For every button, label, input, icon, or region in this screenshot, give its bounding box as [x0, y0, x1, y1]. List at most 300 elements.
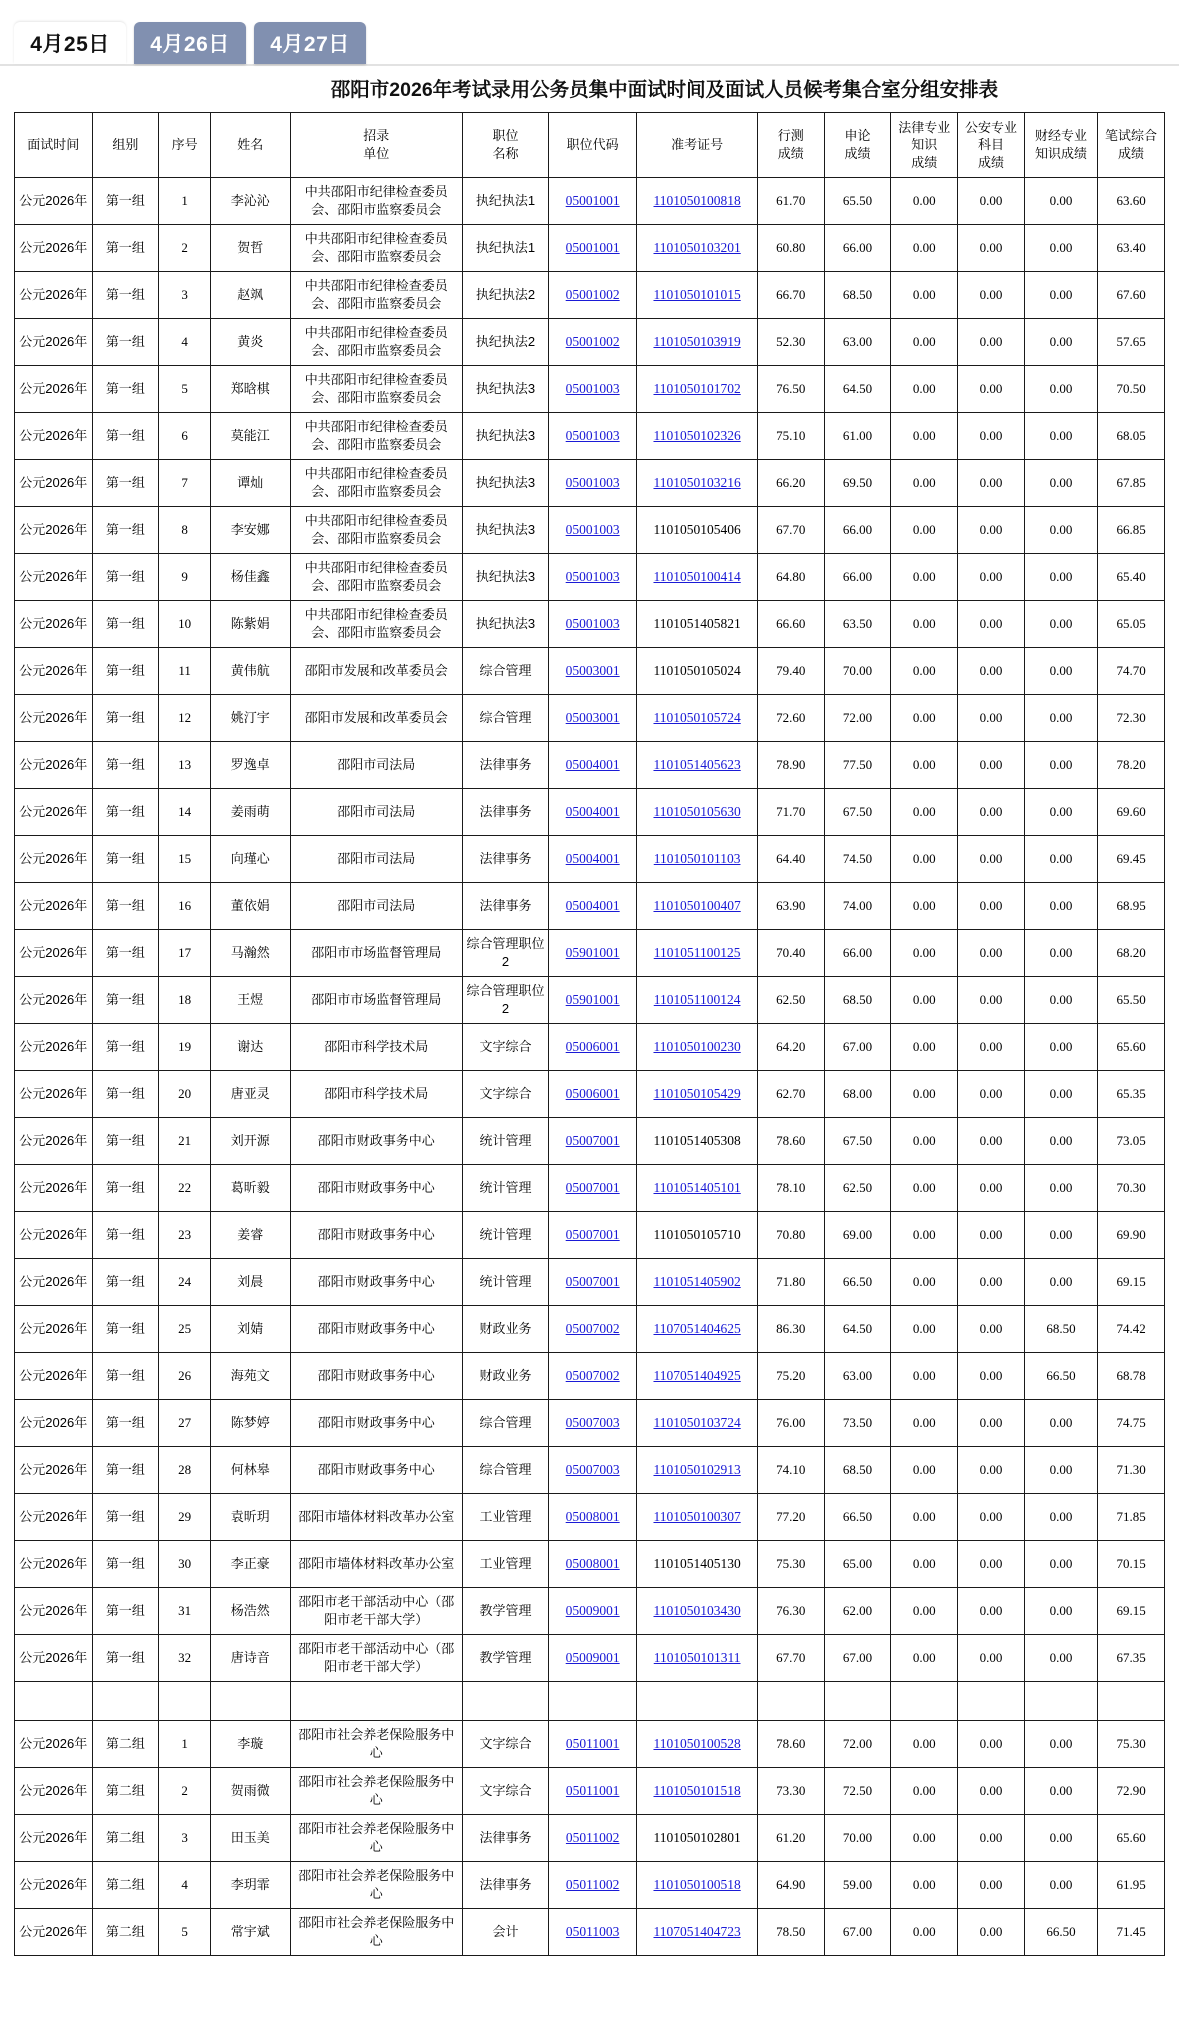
poscode-link[interactable]: 05001001	[565, 192, 620, 208]
poscode-link[interactable]: 05011003	[565, 1923, 620, 1939]
cell-total: 65.60	[1098, 1815, 1165, 1862]
cell-name: 姚汀宇	[210, 695, 290, 742]
cell-poscode[interactable]	[549, 1306, 637, 1353]
cell-ticket[interactable]	[637, 789, 758, 836]
cell-poscode[interactable]	[549, 695, 637, 742]
cell-law: 0.00	[891, 1071, 958, 1118]
cell-ticket[interactable]	[637, 460, 758, 507]
cell-poscode[interactable]	[549, 1815, 637, 1862]
col-header-unit-line1: 招录	[363, 128, 390, 144]
cell-time: 公元2026年	[15, 554, 93, 601]
cell-poscode[interactable]	[549, 1768, 637, 1815]
cell-name: 陈紫娟	[210, 601, 290, 648]
cell-time: 公元2026年	[15, 1909, 93, 1956]
cell-fin: 0.00	[1024, 1768, 1097, 1815]
cell-name: 谢达	[210, 1024, 290, 1071]
cell-law: 0.00	[891, 1306, 958, 1353]
cell-sl: 69.00	[824, 1212, 891, 1259]
cell-law: 0.00	[891, 1447, 958, 1494]
ticket-link[interactable]: 1101050100230	[653, 1038, 741, 1054]
cell-seq: 17	[159, 930, 211, 977]
ticket-link[interactable]: 1101050100528	[653, 1735, 741, 1751]
cell-pub: 0.00	[958, 742, 1025, 789]
cell-poscode[interactable]	[549, 1541, 637, 1588]
col-header-ticket	[637, 113, 758, 178]
poscode-link[interactable]: 05004001	[565, 756, 620, 772]
col-header-law-line3: 成绩	[911, 154, 938, 170]
cell-law: 0.00	[891, 225, 958, 272]
poscode-link[interactable]: 05001003	[565, 427, 620, 443]
poscode-link[interactable]: 05001002	[565, 286, 620, 302]
cell-name: 赵飒	[210, 272, 290, 319]
cell-law: 0.00	[891, 977, 958, 1024]
ticket-link[interactable]: 1101050101702	[653, 380, 741, 396]
cell-seq: 22	[159, 1165, 211, 1212]
cell-unit: 邵阳市社会养老保险服务中心	[290, 1768, 462, 1815]
cell-time: 公元2026年	[15, 1071, 93, 1118]
cell-ticket[interactable]	[637, 1909, 758, 1956]
cell-poscode[interactable]	[549, 930, 637, 977]
ticket-link[interactable]: 1101050100407	[653, 897, 741, 913]
poscode-link[interactable]: 05001003	[565, 380, 620, 396]
cell-fin: 0.00	[1024, 1721, 1097, 1768]
poscode-link[interactable]: 05011002	[565, 1829, 620, 1845]
poscode-link[interactable]: 05001003	[565, 568, 620, 584]
table-row	[15, 1165, 1165, 1212]
cell-time: 公元2026年	[15, 1815, 93, 1862]
cell-poscode[interactable]	[549, 1259, 637, 1306]
col-header-total-line2: 成绩	[1118, 146, 1145, 161]
cell-xc: 78.60	[757, 1721, 824, 1768]
cell-poscode[interactable]	[549, 1494, 637, 1541]
ticket-link[interactable]: 1101050101103	[653, 850, 741, 866]
cell-poscode[interactable]	[549, 648, 637, 695]
cell-sl: 65.00	[824, 1541, 891, 1588]
ticket-link[interactable]: 1107051404925	[653, 1367, 741, 1383]
poscode-link[interactable]: 05008001	[565, 1555, 620, 1571]
cell-poscode[interactable]	[549, 601, 637, 648]
cell-ticket[interactable]	[637, 930, 758, 977]
cell-fin: 0.00	[1024, 1259, 1097, 1306]
cell-fin: 0.00	[1024, 1400, 1097, 1447]
cell-xc: 75.10	[757, 413, 824, 460]
col-header-position-line2: 名称	[492, 146, 519, 161]
cell-pub: 0.00	[958, 930, 1025, 977]
cell-pub: 0.00	[958, 507, 1025, 554]
tab-date-0[interactable]	[14, 22, 126, 64]
ticket-link[interactable]: 1101050100307	[653, 1508, 741, 1524]
cell-time: 公元2026年	[15, 1306, 93, 1353]
cell-ticket[interactable]	[637, 1024, 758, 1071]
cell-ticket[interactable]	[637, 1400, 758, 1447]
cell-poscode[interactable]	[549, 178, 637, 225]
cell-ticket[interactable]	[637, 1862, 758, 1909]
cell-fin: 0.00	[1024, 1494, 1097, 1541]
table-row	[15, 1024, 1165, 1071]
poscode-link[interactable]: 05007001	[565, 1226, 620, 1242]
cell-ticket[interactable]	[637, 1768, 758, 1815]
table-row	[15, 883, 1165, 930]
interview-schedule-table	[14, 112, 1165, 1956]
cell-ticket[interactable]	[637, 1259, 758, 1306]
cell-poscode[interactable]	[549, 1118, 637, 1165]
table-row	[15, 977, 1165, 1024]
cell-ticket[interactable]	[637, 1447, 758, 1494]
cell-poscode[interactable]	[549, 977, 637, 1024]
poscode-link[interactable]: 05009001	[565, 1602, 620, 1618]
cell-group: 第一组	[92, 789, 159, 836]
poscode-link[interactable]: 05011002	[565, 1876, 620, 1892]
cell-sl: 63.00	[824, 1353, 891, 1400]
cell-name: 刘晨	[210, 1259, 290, 1306]
cell-name: 李玥霏	[210, 1862, 290, 1909]
cell-group: 第一组	[92, 554, 159, 601]
ticket-link[interactable]: 1101050100414	[653, 568, 741, 584]
cell-xc: 78.90	[757, 742, 824, 789]
cell-ticket[interactable]	[637, 366, 758, 413]
cell-name: 郑晗棋	[210, 366, 290, 413]
table-row	[15, 695, 1165, 742]
poscode-link[interactable]: 05008001	[565, 1508, 620, 1524]
cell-ticket[interactable]	[637, 883, 758, 930]
ticket-text: 1101051405130	[653, 1555, 741, 1571]
ticket-link[interactable]: 1101051100124	[653, 991, 741, 1007]
cell-time: 公元2026年	[15, 883, 93, 930]
poscode-link[interactable]: 05009001	[565, 1649, 620, 1665]
cell-total: 68.78	[1098, 1353, 1165, 1400]
cell-pos: 法律事务	[462, 883, 548, 930]
cell-sl: 64.50	[824, 1306, 891, 1353]
poscode-link[interactable]: 05901001	[565, 944, 620, 960]
cell-xc: 61.70	[757, 178, 824, 225]
cell-unit: 邵阳市墙体材料改革办公室	[290, 1541, 462, 1588]
cell-fin: 0.00	[1024, 319, 1097, 366]
cell-sl: 66.50	[824, 1259, 891, 1306]
cell-law: 0.00	[891, 413, 958, 460]
cell-unit: 邵阳市司法局	[290, 836, 462, 883]
cell-total: 69.15	[1098, 1259, 1165, 1306]
cell-pub: 0.00	[958, 366, 1025, 413]
cell-group: 第一组	[92, 1024, 159, 1071]
col-header-poscode	[549, 113, 637, 178]
cell-ticket[interactable]	[637, 1635, 758, 1682]
ticket-link[interactable]: 1101050101311	[653, 1649, 741, 1665]
poscode-link[interactable]: 05003001	[565, 662, 620, 678]
cell-pub: 0.00	[958, 1353, 1025, 1400]
ticket-link[interactable]: 1101050102326	[653, 427, 741, 443]
ticket-link[interactable]: 1101050105630	[653, 803, 741, 819]
col-header-public-security	[958, 113, 1025, 178]
cell-unit: 邵阳市科学技术局	[290, 1071, 462, 1118]
cell-pos: 工业管理	[462, 1494, 548, 1541]
cell-poscode[interactable]	[549, 225, 637, 272]
cell-ticket[interactable]	[637, 742, 758, 789]
cell-ticket	[637, 648, 758, 695]
cell-total: 69.15	[1098, 1588, 1165, 1635]
ticket-link[interactable]: 1101051405902	[653, 1273, 741, 1289]
table-row	[15, 319, 1165, 366]
cell-law: 0.00	[891, 1588, 958, 1635]
cell-pub: 0.00	[958, 1212, 1025, 1259]
cell-law: 0.00	[891, 1862, 958, 1909]
cell-poscode[interactable]	[549, 413, 637, 460]
cell-pub: 0.00	[958, 836, 1025, 883]
ticket-link[interactable]: 1101050103724	[653, 1414, 741, 1430]
cell-group: 第一组	[92, 178, 159, 225]
ticket-link[interactable]: 1101051100125	[653, 944, 741, 960]
cell-poscode[interactable]	[549, 1588, 637, 1635]
cell-poscode[interactable]	[549, 460, 637, 507]
poscode-link[interactable]: 05001003	[565, 474, 620, 490]
cell-fin: 0.00	[1024, 460, 1097, 507]
poscode-link[interactable]: 05001002	[565, 333, 620, 349]
ticket-text: 1101050105406	[653, 521, 741, 537]
cell-pub: 0.00	[958, 601, 1025, 648]
cell-seq: 8	[159, 507, 211, 554]
cell-unit: 邵阳市财政事务中心	[290, 1212, 462, 1259]
poscode-link[interactable]: 05007003	[565, 1461, 620, 1477]
cell-fin: 0.00	[1024, 930, 1097, 977]
col-header-public-security-line2: 科目	[978, 137, 1005, 153]
ticket-link[interactable]: 1101050102913	[653, 1461, 741, 1477]
cell-ticket[interactable]	[637, 225, 758, 272]
cell-time: 公元2026年	[15, 648, 93, 695]
cell-xc: 78.60	[757, 1118, 824, 1165]
poscode-link[interactable]: 05901001	[565, 991, 620, 1007]
table-row	[15, 789, 1165, 836]
cell-sl: 68.00	[824, 1071, 891, 1118]
cell-unit: 邵阳市司法局	[290, 883, 462, 930]
cell-pos: 统计管理	[462, 1212, 548, 1259]
tab-date-2[interactable]	[254, 22, 366, 64]
cell-poscode[interactable]	[549, 1447, 637, 1494]
cell-poscode[interactable]	[549, 554, 637, 601]
title-area	[0, 66, 1179, 112]
cell-xc: 64.20	[757, 1024, 824, 1071]
cell-fin: 0.00	[1024, 1165, 1097, 1212]
cell-ticket[interactable]	[637, 413, 758, 460]
table-row	[15, 1635, 1165, 1682]
cell-xc: 66.60	[757, 601, 824, 648]
spacer-cell	[824, 1682, 891, 1721]
cell-time: 公元2026年	[15, 460, 93, 507]
cell-pos: 综合管理	[462, 1400, 548, 1447]
cell-xc: 66.20	[757, 460, 824, 507]
cell-group: 第一组	[92, 977, 159, 1024]
table-row	[15, 1768, 1165, 1815]
cell-ticket[interactable]	[637, 1353, 758, 1400]
cell-unit: 中共邵阳市纪律检查委员会、邵阳市监察委员会	[290, 319, 462, 366]
cell-law: 0.00	[891, 836, 958, 883]
cell-xc: 73.30	[757, 1768, 824, 1815]
cell-unit: 邵阳市社会养老保险服务中心	[290, 1721, 462, 1768]
col-header-total	[1098, 113, 1165, 178]
cell-poscode[interactable]	[549, 1024, 637, 1071]
poscode-link[interactable]: 05007002	[565, 1320, 620, 1336]
cell-pub: 0.00	[958, 1024, 1025, 1071]
ticket-link[interactable]: 1101050105724	[653, 709, 741, 725]
poscode-link[interactable]: 05011001	[565, 1735, 620, 1751]
table-row	[15, 1118, 1165, 1165]
ticket-link[interactable]: 1101050101518	[653, 1782, 741, 1798]
ticket-link[interactable]: 1101050103216	[653, 474, 741, 490]
cell-total: 71.45	[1098, 1909, 1165, 1956]
cell-poscode[interactable]	[549, 1165, 637, 1212]
cell-law: 0.00	[891, 178, 958, 225]
poscode-link[interactable]: 05007001	[565, 1273, 620, 1289]
poscode-link[interactable]: 05011001	[565, 1782, 620, 1798]
ticket-link[interactable]: 1101050105429	[653, 1085, 741, 1101]
cell-seq: 10	[159, 601, 211, 648]
ticket-link[interactable]: 1101051405101	[653, 1179, 741, 1195]
cell-pos: 执纪执法3	[462, 413, 548, 460]
cell-ticket[interactable]	[637, 319, 758, 366]
cell-poscode[interactable]	[549, 366, 637, 413]
poscode-link[interactable]: 05004001	[565, 803, 620, 819]
spacer-cell	[159, 1682, 211, 1721]
ticket-text: 1101051405308	[653, 1132, 741, 1148]
cell-ticket[interactable]	[637, 695, 758, 742]
cell-pub: 0.00	[958, 1909, 1025, 1956]
poscode-link[interactable]: 05007001	[565, 1132, 620, 1148]
cell-ticket[interactable]	[637, 836, 758, 883]
ticket-link[interactable]: 1101050100818	[653, 192, 741, 208]
cell-poscode[interactable]	[549, 883, 637, 930]
cell-sl: 72.00	[824, 695, 891, 742]
cell-poscode[interactable]	[549, 789, 637, 836]
col-header-total-line1: 笔试综合	[1105, 128, 1158, 144]
cell-seq: 1	[159, 178, 211, 225]
cell-pub: 0.00	[958, 1165, 1025, 1212]
cell-pub: 0.00	[958, 1447, 1025, 1494]
col-header-name	[210, 113, 290, 178]
ticket-link[interactable]: 1107051404723	[653, 1923, 741, 1939]
cell-total: 61.95	[1098, 1862, 1165, 1909]
cell-xc: 74.10	[757, 1447, 824, 1494]
cell-time: 公元2026年	[15, 601, 93, 648]
cell-fin: 68.50	[1024, 1306, 1097, 1353]
cell-poscode[interactable]	[549, 1862, 637, 1909]
ticket-link[interactable]: 1101050103919	[653, 333, 741, 349]
cell-seq: 13	[159, 742, 211, 789]
poscode-link[interactable]: 05006001	[565, 1038, 620, 1054]
poscode-link[interactable]: 05006001	[565, 1085, 620, 1101]
cell-xc: 61.20	[757, 1815, 824, 1862]
cell-time: 公元2026年	[15, 225, 93, 272]
cell-total: 65.40	[1098, 554, 1165, 601]
cell-xc: 75.20	[757, 1353, 824, 1400]
cell-ticket[interactable]	[637, 1721, 758, 1768]
cell-ticket[interactable]	[637, 554, 758, 601]
cell-group: 第一组	[92, 742, 159, 789]
poscode-link[interactable]: 05004001	[565, 850, 620, 866]
cell-ticket[interactable]	[637, 1494, 758, 1541]
cell-pos: 综合管理职位2	[462, 930, 548, 977]
poscode-link[interactable]: 05007001	[565, 1179, 620, 1195]
tab-date-1[interactable]	[134, 22, 246, 64]
cell-ticket[interactable]	[637, 272, 758, 319]
cell-group: 第一组	[92, 1071, 159, 1118]
poscode-link[interactable]: 05004001	[565, 897, 620, 913]
cell-total: 65.35	[1098, 1071, 1165, 1118]
cell-pos: 执纪执法3	[462, 460, 548, 507]
cell-name: 袁昕玥	[210, 1494, 290, 1541]
cell-seq: 27	[159, 1400, 211, 1447]
cell-seq: 4	[159, 1862, 211, 1909]
cell-xc: 64.80	[757, 554, 824, 601]
cell-fin: 0.00	[1024, 977, 1097, 1024]
cell-group: 第一组	[92, 1447, 159, 1494]
cell-poscode[interactable]	[549, 272, 637, 319]
cell-ticket[interactable]	[637, 178, 758, 225]
ticket-link[interactable]: 1101050103430	[653, 1602, 741, 1618]
cell-poscode[interactable]	[549, 1909, 637, 1956]
cell-ticket[interactable]	[637, 1588, 758, 1635]
poscode-link[interactable]: 05003001	[565, 709, 620, 725]
poscode-link[interactable]: 05007002	[565, 1367, 620, 1383]
cell-time: 公元2026年	[15, 1259, 93, 1306]
poscode-link[interactable]: 05007003	[565, 1414, 620, 1430]
page-title: 邵阳市2026年考试录用公务员集中面试时间及面试人员候考集合室分组安排表	[330, 79, 999, 101]
cell-poscode[interactable]	[549, 1212, 637, 1259]
table-row	[15, 1212, 1165, 1259]
cell-ticket[interactable]	[637, 1165, 758, 1212]
cell-xc: 70.40	[757, 930, 824, 977]
cell-poscode[interactable]	[549, 319, 637, 366]
cell-group: 第一组	[92, 930, 159, 977]
cell-fin: 66.50	[1024, 1909, 1097, 1956]
poscode-link[interactable]: 05001003	[565, 521, 620, 537]
ticket-link[interactable]: 1101050100518	[653, 1876, 741, 1892]
cell-law: 0.00	[891, 1212, 958, 1259]
cell-poscode[interactable]	[549, 1353, 637, 1400]
cell-poscode[interactable]	[549, 742, 637, 789]
cell-poscode[interactable]	[549, 1635, 637, 1682]
cell-poscode[interactable]	[549, 1400, 637, 1447]
cell-name: 贺哲	[210, 225, 290, 272]
cell-ticket[interactable]	[637, 1306, 758, 1353]
cell-total: 74.75	[1098, 1400, 1165, 1447]
poscode-link[interactable]: 05001003	[565, 615, 620, 631]
col-header-shenlun	[824, 113, 891, 178]
tab-label: 4月25日	[30, 33, 110, 56]
cell-name: 黄伟航	[210, 648, 290, 695]
cell-total: 65.50	[1098, 977, 1165, 1024]
cell-law: 0.00	[891, 930, 958, 977]
cell-time: 公元2026年	[15, 1494, 93, 1541]
cell-time: 公元2026年	[15, 1635, 93, 1682]
cell-ticket[interactable]	[637, 977, 758, 1024]
cell-poscode[interactable]	[549, 836, 637, 883]
cell-name: 唐诗音	[210, 1635, 290, 1682]
table-container	[0, 112, 1179, 1970]
cell-poscode[interactable]	[549, 1071, 637, 1118]
cell-pos: 财政业务	[462, 1353, 548, 1400]
cell-poscode[interactable]	[549, 507, 637, 554]
ticket-link[interactable]: 1101051405623	[653, 756, 741, 772]
ticket-link[interactable]: 1101050103201	[653, 239, 741, 255]
spacer-cell	[1098, 1682, 1165, 1721]
cell-pos: 统计管理	[462, 1259, 548, 1306]
cell-unit: 邵阳市社会养老保险服务中心	[290, 1862, 462, 1909]
cell-pub: 0.00	[958, 225, 1025, 272]
ticket-link[interactable]: 1101050101015	[653, 286, 741, 302]
poscode-link[interactable]: 05001001	[565, 239, 620, 255]
cell-poscode[interactable]	[549, 1721, 637, 1768]
spacer-cell	[757, 1682, 824, 1721]
ticket-link[interactable]: 1107051404625	[653, 1320, 741, 1336]
cell-ticket[interactable]	[637, 1071, 758, 1118]
